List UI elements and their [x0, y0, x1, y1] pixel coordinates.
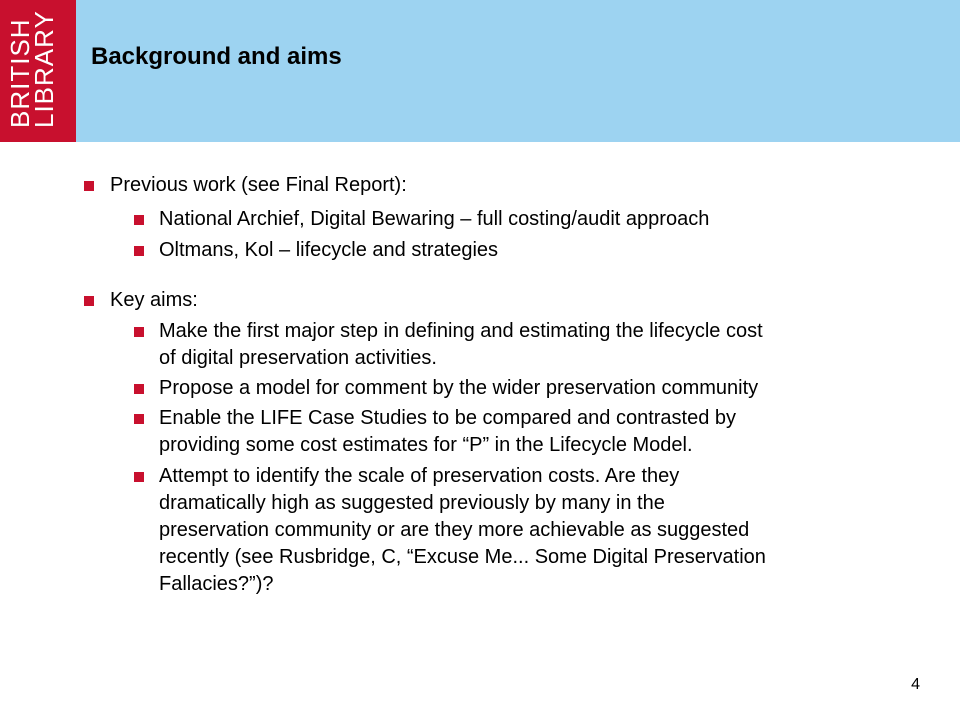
logo-wordmark	[0, 0, 76, 142]
list-item	[159, 237, 498, 264]
list-item-line: Attempt to identify the scale of preservation costs. Are they	[159, 465, 680, 487]
page-number: 4	[911, 676, 920, 693]
bullet-icon	[134, 472, 144, 482]
bullet-icon	[134, 384, 144, 394]
list-item-line: dramatically high as suggested previously by many in the	[159, 492, 665, 514]
list-item-line: Make the first major step in defining and estimating the lifecycle cost	[159, 320, 763, 342]
section-heading: Previous work (see Final Report):	[110, 174, 407, 196]
logo-line-british: BRITISH	[5, 18, 35, 128]
list-item	[159, 206, 709, 233]
bullet-icon	[134, 414, 144, 424]
list-item-line: Fallacies?”)?	[159, 573, 274, 595]
list-item-text: Propose a model for comment by the wider preservation community	[159, 377, 759, 399]
list-item-text: Oltmans, Kol – lifecycle and strategies	[159, 239, 499, 261]
list-item-text: National Archief, Digital Bewaring – full costing/audit approach	[159, 208, 710, 230]
list-item	[159, 405, 736, 459]
list-item-line: providing some cost estimates for “P” in the Lifecycle Model.	[159, 434, 693, 456]
list-item	[159, 318, 763, 372]
british-library-logo	[0, 0, 76, 142]
section-key-aims	[110, 287, 198, 314]
list-item-line: recently (see Rusbridge, C, “Excuse Me... Some Digital Preservation	[159, 546, 766, 568]
bullet-icon	[134, 327, 144, 337]
section-previous-work	[110, 172, 407, 199]
bullet-icon	[134, 246, 144, 256]
list-item-line: preservation community or are they more achievable as suggested	[159, 519, 750, 541]
list-item	[159, 375, 758, 402]
list-item	[159, 463, 766, 598]
bullet-icon	[84, 181, 94, 191]
list-item-line: of digital preservation activities.	[159, 347, 437, 369]
slide-title: Background and aims	[91, 43, 342, 70]
section-heading: Key aims:	[110, 289, 198, 311]
list-item-line: Enable the LIFE Case Studies to be compared and contrasted by	[159, 407, 737, 429]
bullet-icon	[134, 215, 144, 225]
logo-line-library: LIBRARY	[29, 10, 59, 128]
bullet-icon	[84, 296, 94, 306]
